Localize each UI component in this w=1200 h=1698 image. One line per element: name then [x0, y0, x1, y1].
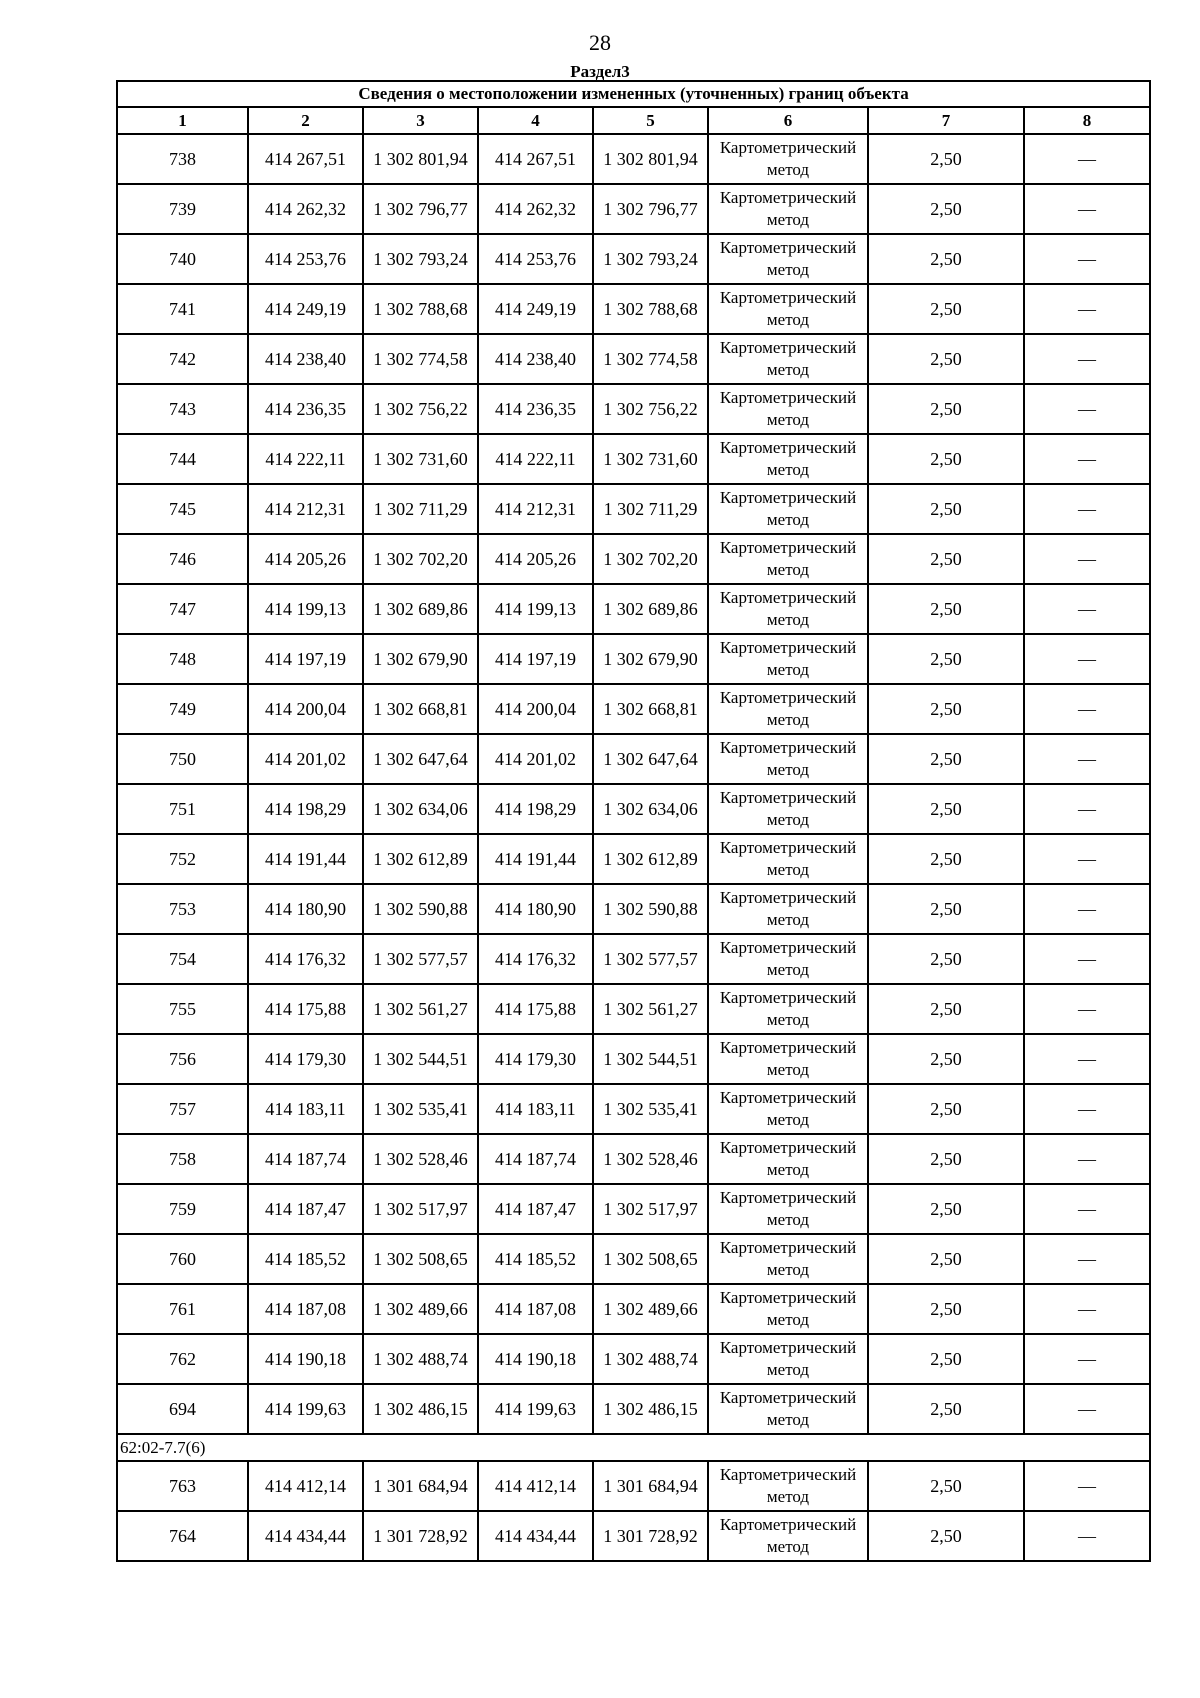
y-coordinate-cell: 1 302 702,20 [593, 534, 708, 584]
x-coordinate-cell: 414 175,88 [478, 984, 593, 1034]
x-coordinate-cell: 414 197,19 [248, 634, 363, 684]
column-header: 7 [868, 107, 1024, 134]
x-coordinate-cell: 414 187,74 [478, 1134, 593, 1184]
x-coordinate-cell: 414 412,14 [478, 1461, 593, 1511]
x-coordinate-cell: 414 267,51 [478, 134, 593, 184]
y-coordinate-cell: 1 302 488,74 [593, 1334, 708, 1384]
column-header: 4 [478, 107, 593, 134]
x-coordinate-cell: 414 434,44 [248, 1511, 363, 1561]
accuracy-cell: 2,50 [868, 1134, 1024, 1184]
accuracy-cell: 2,50 [868, 1184, 1024, 1234]
note-cell: — [1024, 1134, 1150, 1184]
table-row [117, 834, 1150, 884]
y-coordinate-cell: 1 302 793,24 [363, 234, 478, 284]
accuracy-cell: 2,50 [868, 884, 1024, 934]
method-cell: Картометрический метод [708, 884, 868, 934]
table-row [117, 734, 1150, 784]
point-number-cell: 751 [117, 784, 248, 834]
method-cell: Картометрический метод [708, 784, 868, 834]
x-coordinate-cell: 414 190,18 [248, 1334, 363, 1384]
x-coordinate-cell: 414 187,08 [478, 1284, 593, 1334]
method-cell: Картометрический метод [708, 1184, 868, 1234]
point-number-cell: 740 [117, 234, 248, 284]
note-cell: — [1024, 434, 1150, 484]
point-number-cell: 758 [117, 1134, 248, 1184]
table-row [117, 1511, 1150, 1561]
point-number-cell: 755 [117, 984, 248, 1034]
note-cell: — [1024, 1284, 1150, 1334]
y-coordinate-cell: 1 301 684,94 [593, 1461, 708, 1511]
table-row [117, 1084, 1150, 1134]
x-coordinate-cell: 414 187,74 [248, 1134, 363, 1184]
y-coordinate-cell: 1 302 528,46 [363, 1134, 478, 1184]
y-coordinate-cell: 1 302 577,57 [363, 934, 478, 984]
accuracy-cell: 2,50 [868, 834, 1024, 884]
coordinates-table [116, 80, 1151, 1562]
x-coordinate-cell: 414 179,30 [248, 1034, 363, 1084]
y-coordinate-cell: 1 302 561,27 [363, 984, 478, 1034]
note-cell: — [1024, 1461, 1150, 1511]
table-row [117, 184, 1150, 234]
note-cell: — [1024, 1084, 1150, 1134]
y-coordinate-cell: 1 302 535,41 [363, 1084, 478, 1134]
note-cell: — [1024, 1384, 1150, 1434]
accuracy-cell: 2,50 [868, 634, 1024, 684]
x-coordinate-cell: 414 176,32 [248, 934, 363, 984]
x-coordinate-cell: 414 222,11 [248, 434, 363, 484]
column-header: 5 [593, 107, 708, 134]
y-coordinate-cell: 1 302 590,88 [593, 884, 708, 934]
section-title: Раздел3 [570, 62, 630, 81]
method-cell: Картометрический метод [708, 334, 868, 384]
y-coordinate-cell: 1 302 711,29 [593, 484, 708, 534]
accuracy-cell: 2,50 [868, 784, 1024, 834]
note-cell: — [1024, 984, 1150, 1034]
method-cell: Картометрический метод [708, 584, 868, 634]
point-number-cell: 746 [117, 534, 248, 584]
point-number-cell: 748 [117, 634, 248, 684]
y-coordinate-cell: 1 302 535,41 [593, 1084, 708, 1134]
point-number-cell: 753 [117, 884, 248, 934]
column-header: 3 [363, 107, 478, 134]
y-coordinate-cell: 1 302 590,88 [363, 884, 478, 934]
x-coordinate-cell: 414 199,63 [248, 1384, 363, 1434]
column-header: 2 [248, 107, 363, 134]
note-cell: — [1024, 1034, 1150, 1084]
accuracy-cell: 2,50 [868, 684, 1024, 734]
accuracy-cell: 2,50 [868, 434, 1024, 484]
y-coordinate-cell: 1 302 801,94 [363, 134, 478, 184]
x-coordinate-cell: 414 187,47 [248, 1184, 363, 1234]
y-coordinate-cell: 1 302 508,65 [593, 1234, 708, 1284]
method-cell: Картометрический метод [708, 1461, 868, 1511]
note-cell: — [1024, 1334, 1150, 1384]
table-row [117, 1184, 1150, 1234]
note-cell: — [1024, 334, 1150, 384]
accuracy-cell: 2,50 [868, 734, 1024, 784]
x-coordinate-cell: 414 236,35 [248, 384, 363, 434]
y-coordinate-cell: 1 302 731,60 [363, 434, 478, 484]
note-cell: — [1024, 184, 1150, 234]
method-cell: Картометрический метод [708, 234, 868, 284]
y-coordinate-cell: 1 302 689,86 [363, 584, 478, 634]
y-coordinate-cell: 1 302 486,15 [593, 1384, 708, 1434]
x-coordinate-cell: 414 238,40 [248, 334, 363, 384]
table-body [117, 134, 1150, 1561]
point-number-cell: 741 [117, 284, 248, 334]
x-coordinate-cell: 414 198,29 [478, 784, 593, 834]
y-coordinate-cell: 1 302 774,58 [363, 334, 478, 384]
x-coordinate-cell: 414 212,31 [248, 484, 363, 534]
method-cell: Картометрический метод [708, 1084, 868, 1134]
x-coordinate-cell: 414 191,44 [478, 834, 593, 884]
accuracy-cell: 2,50 [868, 1284, 1024, 1334]
y-coordinate-cell: 1 302 647,64 [593, 734, 708, 784]
x-coordinate-cell: 414 200,04 [248, 684, 363, 734]
note-cell: — [1024, 784, 1150, 834]
accuracy-cell: 2,50 [868, 1384, 1024, 1434]
y-coordinate-cell: 1 302 731,60 [593, 434, 708, 484]
x-coordinate-cell: 414 253,76 [248, 234, 363, 284]
y-coordinate-cell: 1 302 774,58 [593, 334, 708, 384]
point-number-cell: 747 [117, 584, 248, 634]
point-number-cell: 759 [117, 1184, 248, 1234]
table-row [117, 1234, 1150, 1284]
note-cell: — [1024, 1184, 1150, 1234]
y-coordinate-cell: 1 302 488,74 [363, 1334, 478, 1384]
table-row [117, 484, 1150, 534]
accuracy-cell: 2,50 [868, 334, 1024, 384]
method-cell: Картометрический метод [708, 134, 868, 184]
x-coordinate-cell: 414 185,52 [248, 1234, 363, 1284]
x-coordinate-cell: 414 434,44 [478, 1511, 593, 1561]
table-group-row [117, 1434, 1150, 1461]
note-cell: — [1024, 484, 1150, 534]
x-coordinate-cell: 414 249,19 [478, 284, 593, 334]
x-coordinate-cell: 414 200,04 [478, 684, 593, 734]
group-label: 62:02-7.7(6) [117, 1434, 1150, 1461]
y-coordinate-cell: 1 302 486,15 [363, 1384, 478, 1434]
x-coordinate-cell: 414 197,19 [478, 634, 593, 684]
method-cell: Картометрический метод [708, 1334, 868, 1384]
x-coordinate-cell: 414 205,26 [478, 534, 593, 584]
y-coordinate-cell: 1 302 561,27 [593, 984, 708, 1034]
method-cell: Картометрический метод [708, 1034, 868, 1084]
method-cell: Картометрический метод [708, 434, 868, 484]
note-cell: — [1024, 884, 1150, 934]
y-coordinate-cell: 1 302 489,66 [363, 1284, 478, 1334]
note-cell: — [1024, 1511, 1150, 1561]
point-number-cell: 754 [117, 934, 248, 984]
x-coordinate-cell: 414 191,44 [248, 834, 363, 884]
y-coordinate-cell: 1 302 668,81 [363, 684, 478, 734]
table-caption: Сведения о местоположении измененных (уточненных) границ объекта [117, 81, 1150, 107]
accuracy-cell: 2,50 [868, 1084, 1024, 1134]
accuracy-cell: 2,50 [868, 584, 1024, 634]
point-number-cell: 739 [117, 184, 248, 234]
x-coordinate-cell: 414 183,11 [248, 1084, 363, 1134]
x-coordinate-cell: 414 236,35 [478, 384, 593, 434]
y-coordinate-cell: 1 302 528,46 [593, 1134, 708, 1184]
y-coordinate-cell: 1 302 544,51 [593, 1034, 708, 1084]
point-number-cell: 763 [117, 1461, 248, 1511]
method-cell: Картометрический метод [708, 934, 868, 984]
table-row [117, 1384, 1150, 1434]
x-coordinate-cell: 414 187,47 [478, 1184, 593, 1234]
method-cell: Картометрический метод [708, 1384, 868, 1434]
x-coordinate-cell: 414 201,02 [248, 734, 363, 784]
x-coordinate-cell: 414 253,76 [478, 234, 593, 284]
x-coordinate-cell: 414 262,32 [248, 184, 363, 234]
x-coordinate-cell: 414 222,11 [478, 434, 593, 484]
table-row [117, 634, 1150, 684]
y-coordinate-cell: 1 302 508,65 [363, 1234, 478, 1284]
x-coordinate-cell: 414 198,29 [248, 784, 363, 834]
point-number-cell: 760 [117, 1234, 248, 1284]
accuracy-cell: 2,50 [868, 1334, 1024, 1384]
note-cell: — [1024, 584, 1150, 634]
accuracy-cell: 2,50 [868, 1034, 1024, 1084]
table-row [117, 784, 1150, 834]
point-number-cell: 757 [117, 1084, 248, 1134]
y-coordinate-cell: 1 302 796,77 [363, 184, 478, 234]
y-coordinate-cell: 1 302 679,90 [363, 634, 478, 684]
method-cell: Картометрический метод [708, 834, 868, 884]
x-coordinate-cell: 414 201,02 [478, 734, 593, 784]
table-row [117, 384, 1150, 434]
x-coordinate-cell: 414 183,11 [478, 1084, 593, 1134]
method-cell: Картометрический метод [708, 384, 868, 434]
y-coordinate-cell: 1 302 647,64 [363, 734, 478, 784]
point-number-cell: 694 [117, 1384, 248, 1434]
point-number-cell: 743 [117, 384, 248, 434]
method-cell: Картометрический метод [708, 484, 868, 534]
method-cell: Картометрический метод [708, 984, 868, 1034]
x-coordinate-cell: 414 179,30 [478, 1034, 593, 1084]
table-header-row [117, 107, 1150, 134]
note-cell: — [1024, 234, 1150, 284]
y-coordinate-cell: 1 302 634,06 [363, 784, 478, 834]
method-cell: Картометрический метод [708, 734, 868, 784]
x-coordinate-cell: 414 187,08 [248, 1284, 363, 1334]
table-row [117, 1461, 1150, 1511]
y-coordinate-cell: 1 302 796,77 [593, 184, 708, 234]
point-number-cell: 745 [117, 484, 248, 534]
column-header: 1 [117, 107, 248, 134]
x-coordinate-cell: 414 199,63 [478, 1384, 593, 1434]
y-coordinate-cell: 1 302 489,66 [593, 1284, 708, 1334]
method-cell: Картометрический метод [708, 534, 868, 584]
note-cell: — [1024, 684, 1150, 734]
accuracy-cell: 2,50 [868, 534, 1024, 584]
x-coordinate-cell: 414 180,90 [248, 884, 363, 934]
column-header: 8 [1024, 107, 1150, 134]
y-coordinate-cell: 1 301 684,94 [363, 1461, 478, 1511]
x-coordinate-cell: 414 180,90 [478, 884, 593, 934]
table-row [117, 934, 1150, 984]
y-coordinate-cell: 1 302 793,24 [593, 234, 708, 284]
x-coordinate-cell: 414 199,13 [478, 584, 593, 634]
point-number-cell: 761 [117, 1284, 248, 1334]
x-coordinate-cell: 414 176,32 [478, 934, 593, 984]
accuracy-cell: 2,50 [868, 1234, 1024, 1284]
accuracy-cell: 2,50 [868, 134, 1024, 184]
y-coordinate-cell: 1 302 756,22 [363, 384, 478, 434]
note-cell: — [1024, 834, 1150, 884]
x-coordinate-cell: 414 185,52 [478, 1234, 593, 1284]
table-row [117, 884, 1150, 934]
accuracy-cell: 2,50 [868, 384, 1024, 434]
table-row [117, 1134, 1150, 1184]
accuracy-cell: 2,50 [868, 284, 1024, 334]
y-coordinate-cell: 1 302 612,89 [593, 834, 708, 884]
y-coordinate-cell: 1 301 728,92 [363, 1511, 478, 1561]
table-row [117, 134, 1150, 184]
note-cell: — [1024, 284, 1150, 334]
table-row [117, 1334, 1150, 1384]
x-coordinate-cell: 414 238,40 [478, 334, 593, 384]
x-coordinate-cell: 414 262,32 [478, 184, 593, 234]
y-coordinate-cell: 1 302 517,97 [363, 1184, 478, 1234]
table-row [117, 334, 1150, 384]
y-coordinate-cell: 1 301 728,92 [593, 1511, 708, 1561]
x-coordinate-cell: 414 205,26 [248, 534, 363, 584]
table-row [117, 284, 1150, 334]
method-cell: Картометрический метод [708, 1234, 868, 1284]
table-row [117, 1284, 1150, 1334]
table-row [117, 1034, 1150, 1084]
table-row [117, 434, 1150, 484]
column-header: 6 [708, 107, 868, 134]
note-cell: — [1024, 134, 1150, 184]
method-cell: Картометрический метод [708, 1284, 868, 1334]
page-number: 28 [589, 30, 611, 55]
point-number-cell: 749 [117, 684, 248, 734]
point-number-cell: 756 [117, 1034, 248, 1084]
table-row [117, 684, 1150, 734]
x-coordinate-cell: 414 175,88 [248, 984, 363, 1034]
point-number-cell: 764 [117, 1511, 248, 1561]
y-coordinate-cell: 1 302 756,22 [593, 384, 708, 434]
x-coordinate-cell: 414 267,51 [248, 134, 363, 184]
accuracy-cell: 2,50 [868, 484, 1024, 534]
method-cell: Картометрический метод [708, 184, 868, 234]
table-row [117, 984, 1150, 1034]
table-row [117, 234, 1150, 284]
x-coordinate-cell: 414 249,19 [248, 284, 363, 334]
x-coordinate-cell: 414 190,18 [478, 1334, 593, 1384]
point-number-cell: 742 [117, 334, 248, 384]
point-number-cell: 744 [117, 434, 248, 484]
y-coordinate-cell: 1 302 788,68 [363, 284, 478, 334]
accuracy-cell: 2,50 [868, 1461, 1024, 1511]
accuracy-cell: 2,50 [868, 234, 1024, 284]
point-number-cell: 738 [117, 134, 248, 184]
point-number-cell: 752 [117, 834, 248, 884]
y-coordinate-cell: 1 302 544,51 [363, 1034, 478, 1084]
note-cell: — [1024, 734, 1150, 784]
note-cell: — [1024, 934, 1150, 984]
method-cell: Картометрический метод [708, 684, 868, 734]
y-coordinate-cell: 1 302 679,90 [593, 634, 708, 684]
method-cell: Картометрический метод [708, 284, 868, 334]
y-coordinate-cell: 1 302 517,97 [593, 1184, 708, 1234]
y-coordinate-cell: 1 302 577,57 [593, 934, 708, 984]
y-coordinate-cell: 1 302 702,20 [363, 534, 478, 584]
x-coordinate-cell: 414 199,13 [248, 584, 363, 634]
note-cell: — [1024, 634, 1150, 684]
table-row [117, 584, 1150, 634]
x-coordinate-cell: 414 412,14 [248, 1461, 363, 1511]
accuracy-cell: 2,50 [868, 984, 1024, 1034]
y-coordinate-cell: 1 302 711,29 [363, 484, 478, 534]
table-row [117, 534, 1150, 584]
y-coordinate-cell: 1 302 634,06 [593, 784, 708, 834]
y-coordinate-cell: 1 302 668,81 [593, 684, 708, 734]
point-number-cell: 750 [117, 734, 248, 784]
y-coordinate-cell: 1 302 689,86 [593, 584, 708, 634]
note-cell: — [1024, 1234, 1150, 1284]
method-cell: Картометрический метод [708, 1511, 868, 1561]
accuracy-cell: 2,50 [868, 184, 1024, 234]
accuracy-cell: 2,50 [868, 934, 1024, 984]
method-cell: Картометрический метод [708, 634, 868, 684]
y-coordinate-cell: 1 302 612,89 [363, 834, 478, 884]
y-coordinate-cell: 1 302 788,68 [593, 284, 708, 334]
method-cell: Картометрический метод [708, 1134, 868, 1184]
note-cell: — [1024, 384, 1150, 434]
x-coordinate-cell: 414 212,31 [478, 484, 593, 534]
point-number-cell: 762 [117, 1334, 248, 1384]
y-coordinate-cell: 1 302 801,94 [593, 134, 708, 184]
note-cell: — [1024, 534, 1150, 584]
accuracy-cell: 2,50 [868, 1511, 1024, 1561]
